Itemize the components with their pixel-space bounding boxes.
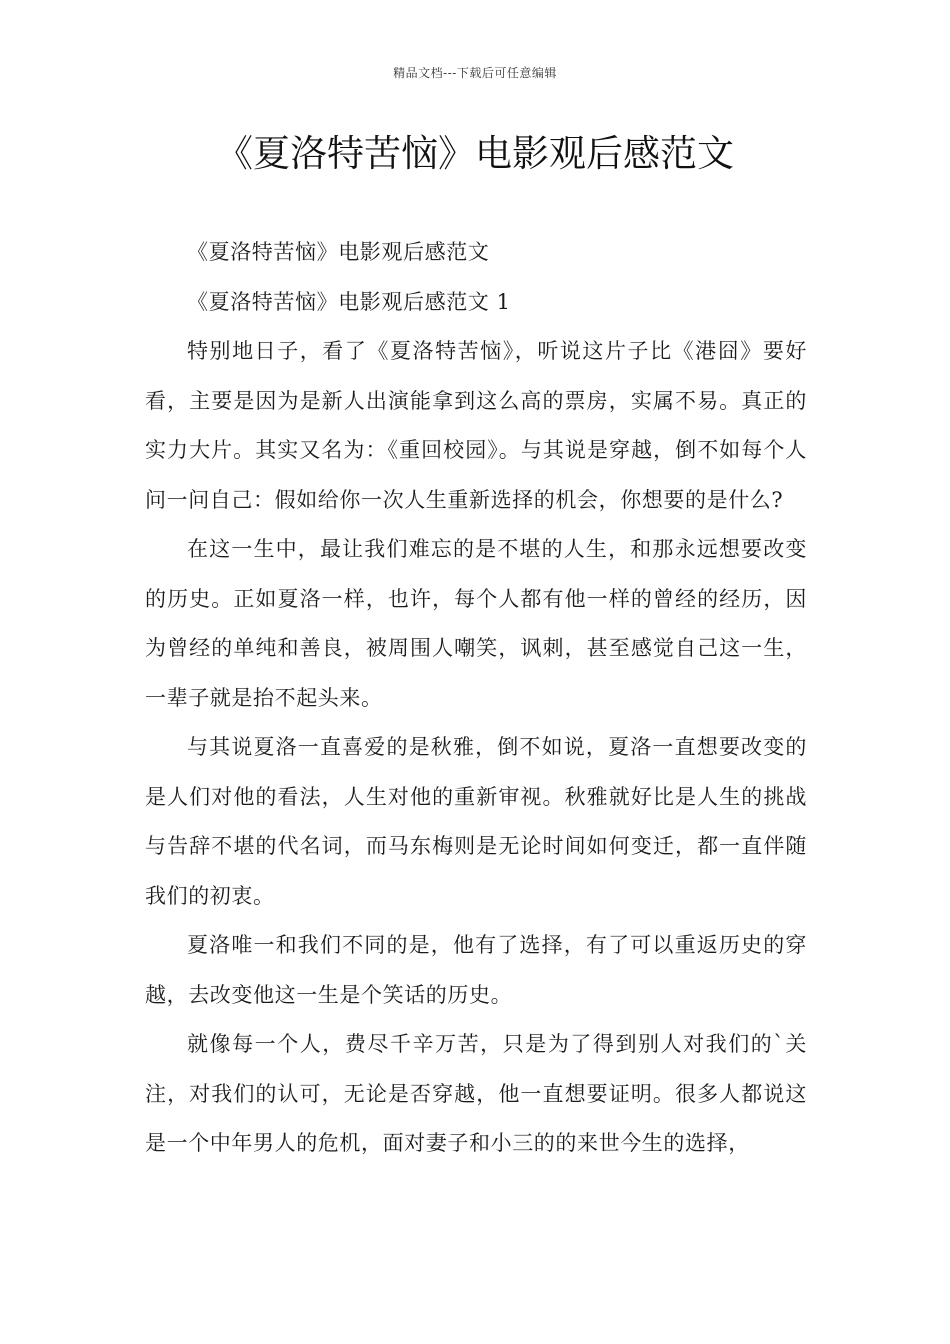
- paragraph-4: 夏洛唯一和我们不同的是，他有了选择，有了可以重返历史的穿越，去改变他这一生是个笑话的历史。: [145, 933, 807, 1007]
- subtitle-line-2: 《夏洛特苦恼》电影观后感范文 1: [187, 289, 511, 314]
- paragraph-2: 在这一生中，最让我们难忘的是不堪的人生，和那永远想要改变的历史。正如夏洛一样，也许，每个人都有他一样的曾经的经历，因为曾经的单纯和善良，被周围人嘲笑，讽刺，甚至感觉自己这一生，一辈子就是抬不起头来。: [145, 537, 807, 710]
- document-body: [145, 228, 807, 1169]
- paragraph-5: 就像每一个人，费尽千辛万苦，只是为了得到别人对我们的`关注，对我们的认可，无论是否穿越，他一直想要证明。很多人都说这是一个中年男人的危机，面对妻子和小三的的来世今生的选择，: [145, 1032, 807, 1155]
- paragraph-3: 与其说夏洛一直喜爱的是秋雅，倒不如说，夏洛一直想要改变的是人们对他的看法，人生对他的重新审视。秋雅就好比是人生的挑战与告辞不堪的代名词，而马东梅则是无论时间如何变迁，都一直伴随我们的初衷。: [145, 735, 807, 908]
- paragraph-1: 特别地日子，看了《夏洛特苦恼》，听说这片子比《港囧》要好看，主要是因为是新人出演能拿到这么高的票房，实属不易。真正的实力大片。其实又名为：《重回校园》。与其说是穿越，倒不如每个人问一问自己：假如给你一次人生重新选择的机会，你想要的是什么?: [145, 339, 807, 512]
- header-note: 精品文档---下载后可任意编辑: [393, 66, 557, 80]
- subtitle-line-1: 《夏洛特苦恼》电影观后感范文: [187, 240, 490, 264]
- document-title: 《夏洛特苦恼》电影观后感范文: [216, 132, 734, 175]
